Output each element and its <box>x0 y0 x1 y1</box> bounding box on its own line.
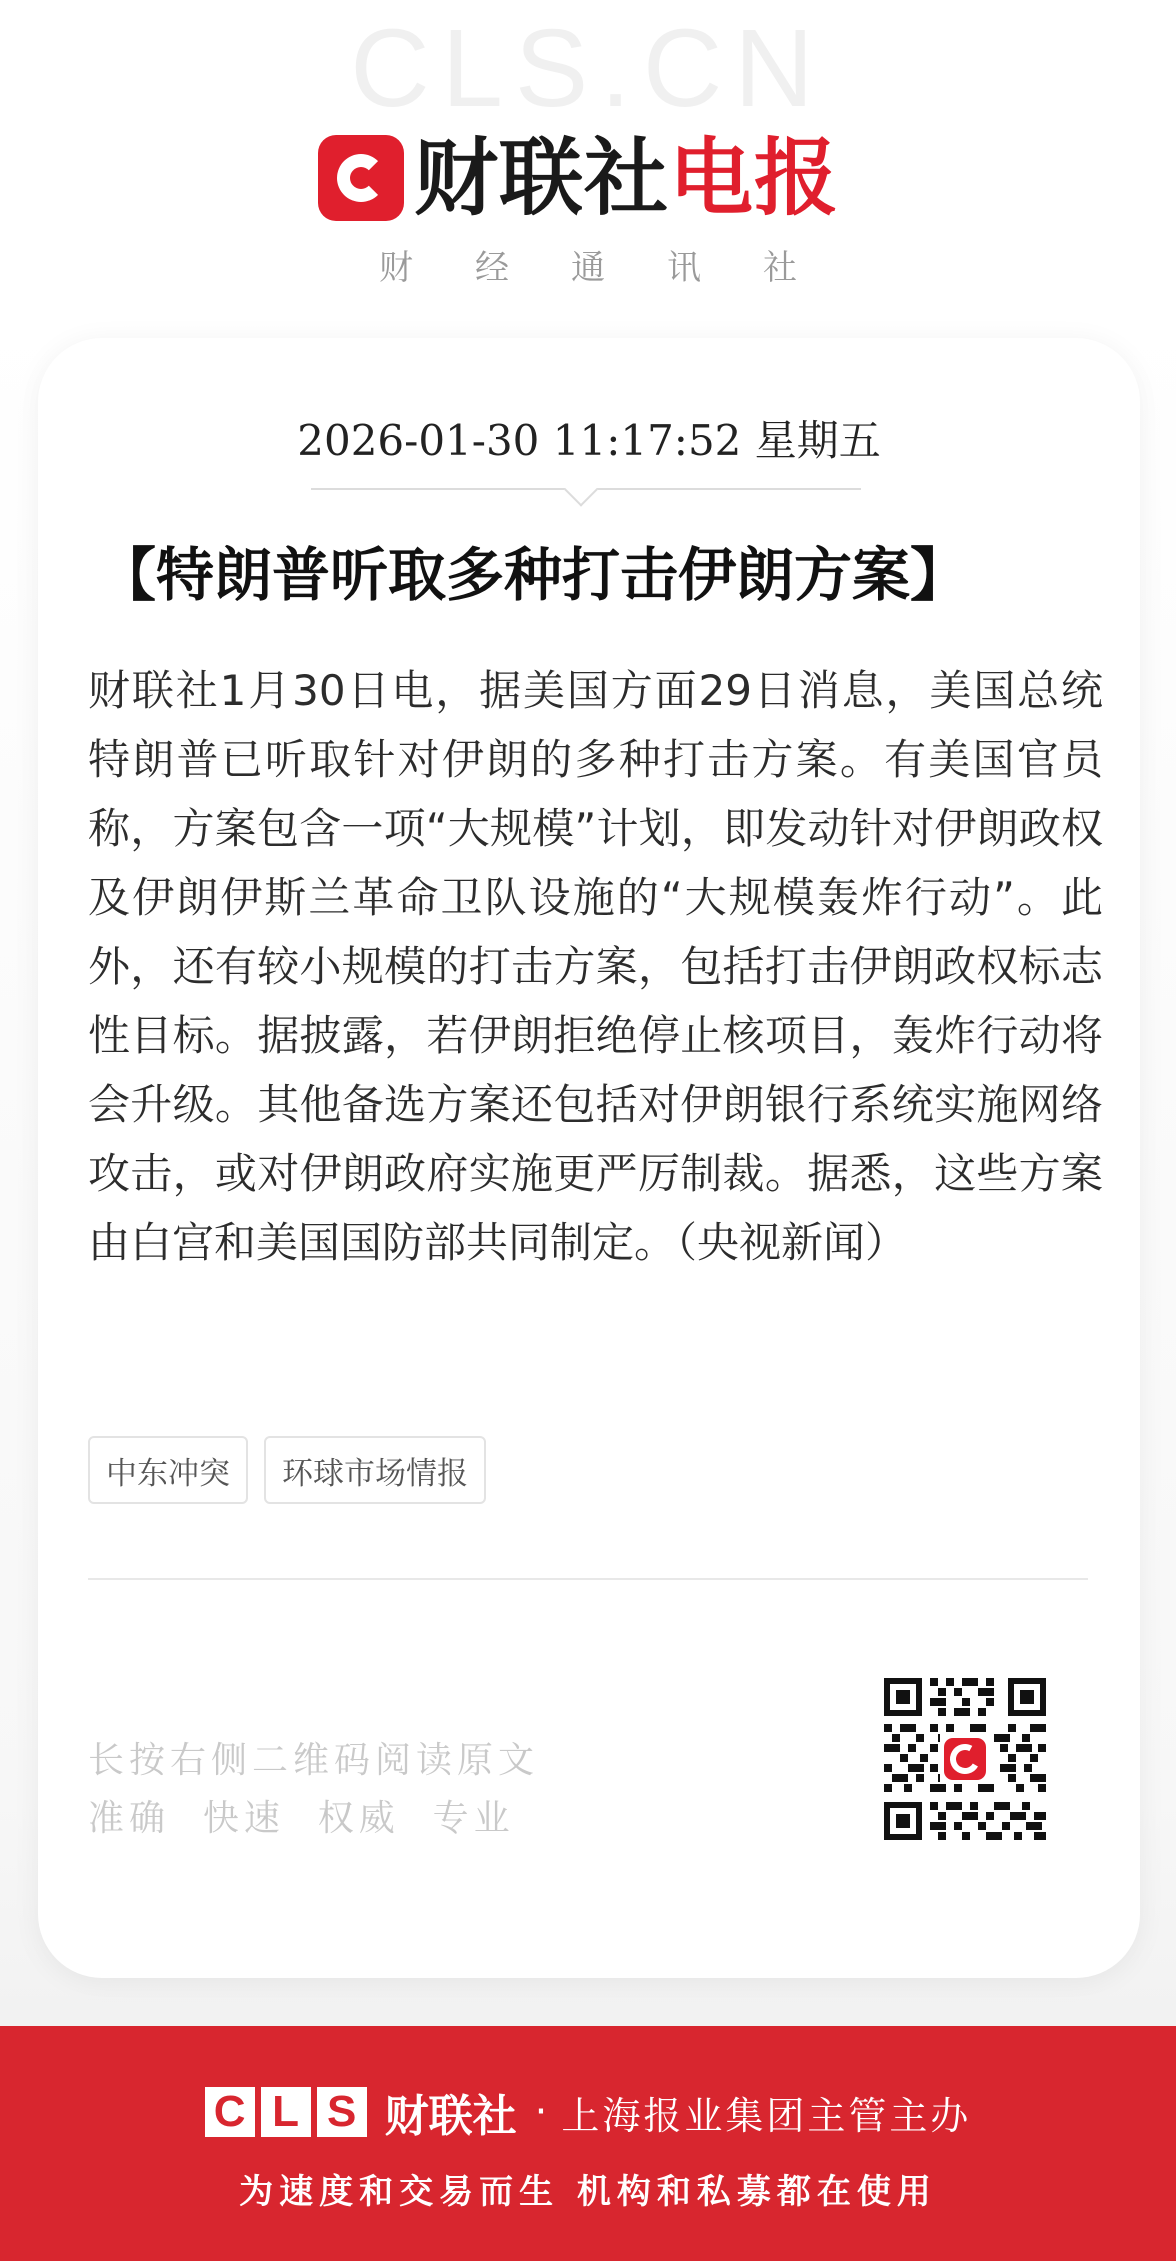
tag-list <box>88 1436 486 1504</box>
footer-brand-name: 财联社 <box>384 2091 517 2142</box>
cls-logo-icon <box>205 2087 367 2137</box>
tag-item[interactable]: 环球市场情报 <box>264 1436 486 1504</box>
article-card <box>38 338 1140 1978</box>
watermark-text: CLS.CN <box>350 7 826 130</box>
footer-organization: 上海报业集团主管主办 <box>561 2093 972 2138</box>
card-divider <box>88 1578 1088 1580</box>
article-headline: 【特朗普听取多种打击伊朗方案】 <box>98 541 969 609</box>
footer-slogan: 为速度和交易而生 机构和私募都在使用 <box>239 2172 937 2212</box>
footer-separator: · <box>534 2089 548 2135</box>
cls-letter: L <box>261 2087 311 2137</box>
cls-logo-icon <box>318 135 404 221</box>
divider-notch-icon <box>564 473 598 507</box>
brand-subtitle: 财经通讯社 <box>379 248 859 288</box>
brand-name: 财联社 <box>414 129 670 227</box>
qr-hint <box>88 1732 539 1848</box>
article-datetime: 2026-01-30 11:17:52 星期五 <box>297 416 881 465</box>
cls-letter: S <box>317 2087 367 2137</box>
tag-item[interactable]: 中东冲突 <box>88 1436 248 1504</box>
brand-header <box>318 129 840 227</box>
cls-letter: C <box>205 2087 255 2137</box>
qr-hint-line: 长按右侧二维码阅读原文 <box>88 1740 540 1781</box>
qr-code-icon[interactable] <box>880 1674 1050 1844</box>
footer-brand-row <box>0 2080 1176 2144</box>
footer-banner <box>0 2026 1176 2261</box>
qr-hint-tagline: 准确 快速 权威 专业 <box>88 1798 515 1839</box>
article-body: 财联社1月30日电，据美国方面29日消息，美国总统特朗普已听取针对伊朗的多种打击方案。有美国官员称，方案包含一项“大规模”计划，即发动针对伊朗政权及伊朗伊斯兰革命卫队设施的“大规模轰炸行动”。此外，还有较小规模的打击方案，包括打击伊朗政权标志性目标。据披露，若伊朗拒绝停止核项目，轰炸行动将会升级。其他备选方案还包括对伊朗银行系统实施网络攻击，或对伊朗政府实施更严厉制裁。据悉，这些方案由白宫和美国国防部共同制定。（央视新闻） <box>88 666 1103 1267</box>
brand-accent: 电报 <box>669 129 840 227</box>
